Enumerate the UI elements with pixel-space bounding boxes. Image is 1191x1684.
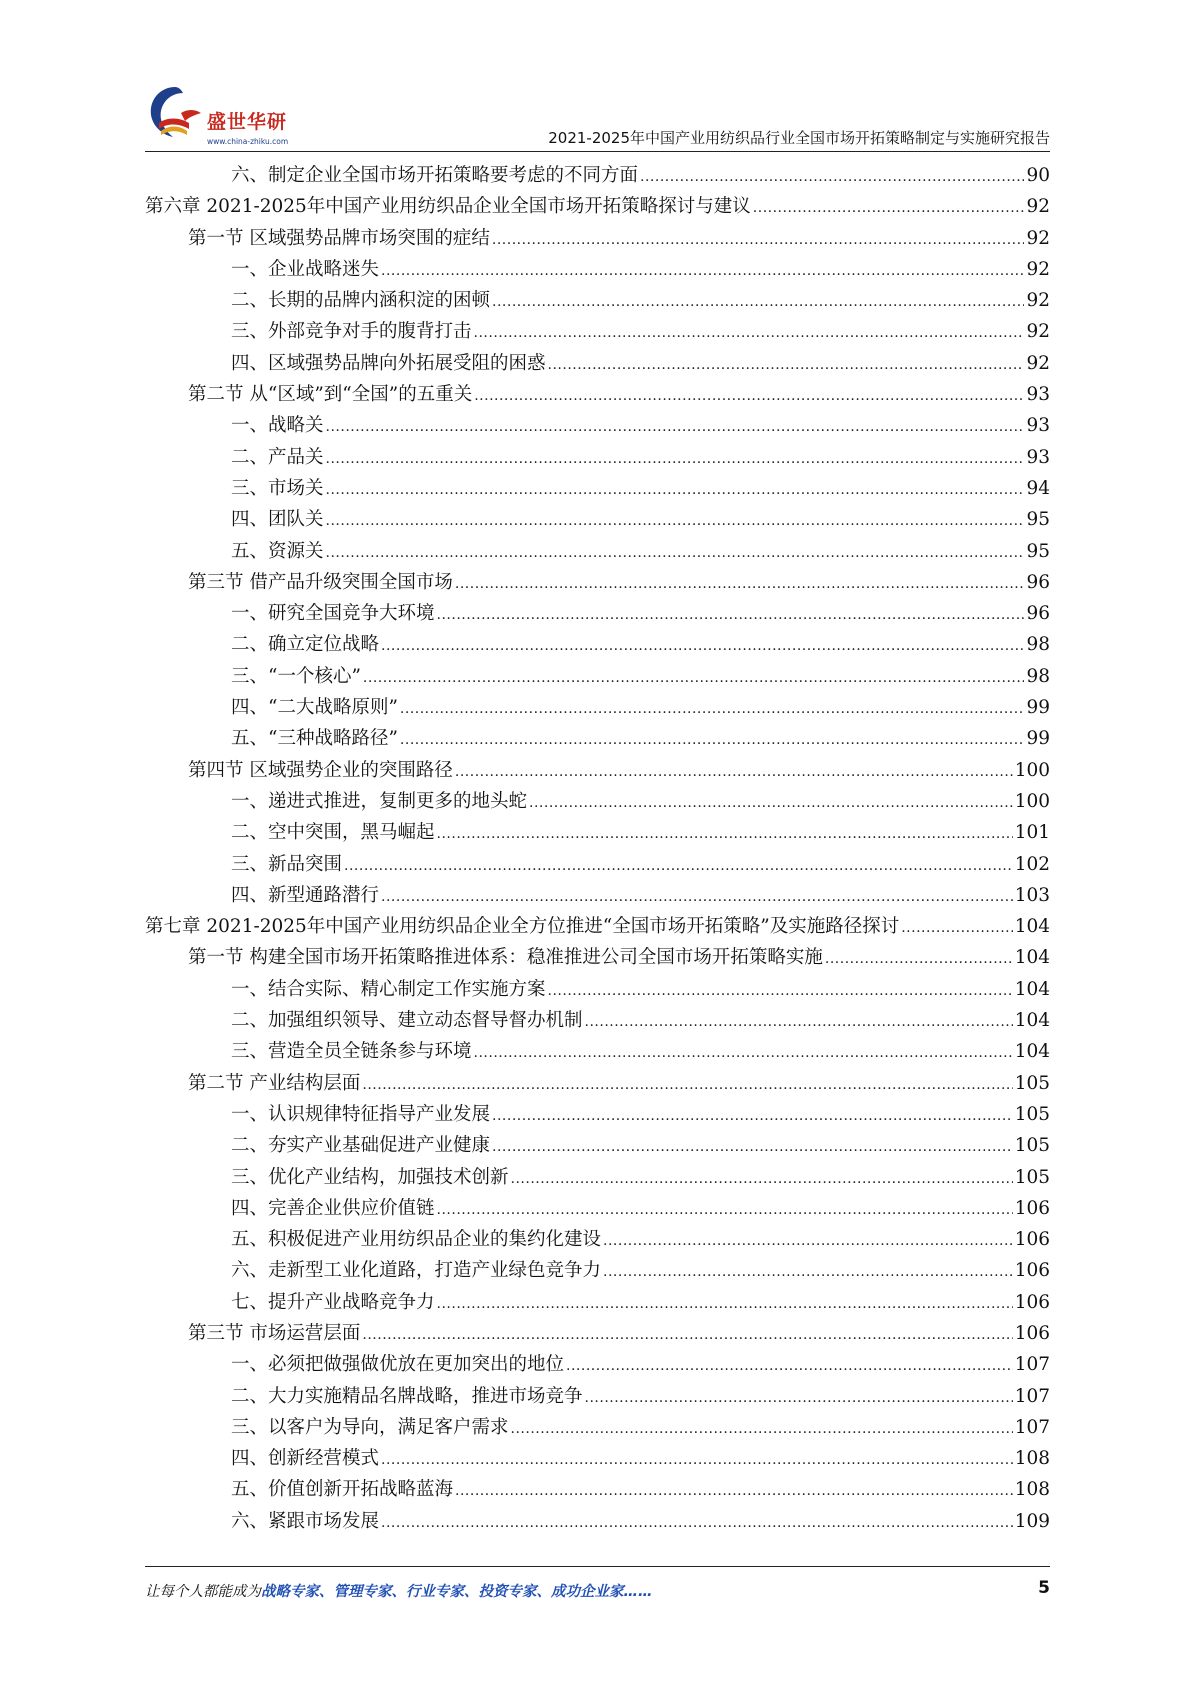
table-of-contents [145,160,1050,1537]
toc-entry-chapter[interactable] [145,191,1050,222]
toc-entry-item[interactable] [145,723,1050,754]
toc-dot-leader [362,1068,1012,1101]
toc-entry-page: 107 [1014,1354,1050,1376]
toc-entry-page: 107 [1014,1385,1050,1407]
toc-dot-leader [381,880,1013,913]
toc-dot-leader [363,661,1025,694]
toc-entry-item[interactable] [145,442,1050,473]
toc-entry-item[interactable] [145,285,1050,316]
toc-entry-item[interactable] [145,849,1050,880]
toc-dot-leader [326,536,1025,569]
toc-entry-title: 第二节 产业结构层面 [188,1072,361,1094]
toc-dot-leader [474,1036,1013,1069]
toc-entry-title: 第四节 区域强势企业的突围路径 [188,759,453,781]
toc-dot-leader [548,348,1025,381]
toc-entry-title: 第一节 构建全国市场开拓策略推进体系：稳准推进公司全国市场开拓策略实施 [188,947,823,969]
toc-entry-page: 93 [1026,384,1050,406]
toc-entry-page: 106 [1014,1229,1050,1251]
toc-entry-title: 一、必须把做强做优放在更加突出的地位 [231,1354,565,1376]
toc-entry-page: 103 [1014,884,1050,906]
toc-entry-item[interactable] [145,504,1050,535]
toc-entry-page: 100 [1014,759,1050,781]
toc-entry-title: 六、走新型工业化道路，打造产业绿色竞争力 [231,1260,602,1282]
toc-dot-leader [825,942,1013,975]
toc-entry-page: 107 [1014,1416,1050,1438]
toc-entry-item[interactable] [145,661,1050,692]
toc-entry-item[interactable] [145,1130,1050,1161]
toc-entry-page: 108 [1014,1479,1050,1501]
toc-entry-title: 一、研究全国竞争大环境 [231,603,435,625]
toc-dot-leader [640,160,1024,193]
toc-entry-item[interactable] [145,536,1050,567]
toc-entry-page: 104 [1014,916,1050,938]
toc-dot-leader [455,1474,1013,1507]
toc-entry-item[interactable] [145,348,1050,379]
toc-entry-section[interactable] [145,942,1050,973]
toc-dot-leader [492,223,1025,256]
toc-entry-item[interactable] [145,817,1050,848]
toc-entry-page: 105 [1014,1072,1050,1094]
toc-entry-page: 109 [1014,1510,1050,1532]
toc-entry-page: 95 [1026,509,1050,531]
toc-entry-page: 96 [1026,571,1050,593]
toc-entry-title: 二、产品关 [231,446,324,468]
toc-entry-item[interactable] [145,629,1050,660]
toc-entry-title: 四、团队关 [231,509,324,531]
toc-entry-title: 四、新型通路潜行 [231,884,380,906]
toc-entry-item[interactable] [145,1255,1050,1286]
toc-entry-title: 七、提升产业战略竞争力 [231,1291,435,1313]
toc-entry-title: 四、区域强势品牌向外拓展受阻的困惑 [231,352,546,374]
toc-dot-leader [455,567,1025,600]
toc-entry-title: 二、空中突围，黑马崛起 [231,822,435,844]
toc-entry-item[interactable] [145,974,1050,1005]
toc-entry-title: 三、营造全员全链条参与环境 [231,1041,472,1063]
footer-divider [145,1566,1050,1567]
toc-dot-leader [474,316,1025,349]
toc-entry-item[interactable] [145,1162,1050,1193]
toc-dot-leader [603,1255,1013,1288]
toc-entry-title: 六、紧跟市场发展 [231,1510,380,1532]
toc-entry-page: 106 [1014,1322,1050,1344]
toc-entry-page: 106 [1014,1260,1050,1282]
toc-entry-section[interactable] [145,755,1050,786]
toc-dot-leader [326,410,1025,443]
page-number: 5 [1038,1578,1050,1598]
toc-entry-page: 106 [1014,1291,1050,1313]
toc-entry-page: 105 [1014,1166,1050,1188]
toc-dot-leader [326,504,1025,537]
toc-dot-leader [344,849,1013,882]
logo-name: 盛世华研 [207,111,288,133]
toc-dot-leader [585,1381,1013,1414]
toc-entry-title: 一、认识规律特征指导产业发展 [231,1103,491,1125]
toc-entry-page: 92 [1026,258,1050,280]
toc-entry-title: 一、战略关 [231,415,324,437]
toc-entry-item[interactable] [145,1412,1050,1443]
toc-dot-leader [548,974,1013,1007]
toc-entry-page: 106 [1014,1197,1050,1219]
toc-entry-item[interactable] [145,1443,1050,1474]
toc-dot-leader [492,285,1024,318]
toc-entry-title: 第一节 区域强势品牌市场突围的症结 [188,227,490,249]
toc-entry-section[interactable] [145,567,1050,598]
toc-entry-page: 96 [1026,603,1050,625]
toc-dot-leader [474,379,1024,412]
toc-dot-leader [400,692,1025,725]
toc-entry-page: 93 [1026,415,1050,437]
toc-entry-page: 105 [1014,1135,1050,1157]
toc-entry-title: 一、企业战略迷失 [231,258,380,280]
slogan-highlight: 战略专家、管理专家、行业专家、投资专家、成功企业家…… [261,1584,653,1600]
toc-entry-title: 三、优化产业结构，加强技术创新 [231,1166,509,1188]
toc-entry-page: 92 [1026,227,1050,249]
toc-entry-item[interactable] [145,1005,1050,1036]
toc-entry-page: 104 [1014,1010,1050,1032]
toc-entry-page: 92 [1026,290,1050,312]
toc-entry-title: 二、加强组织领导、建立动态督导督办机制 [231,1010,583,1032]
header-divider [145,151,1050,152]
toc-entry-page: 105 [1014,1103,1050,1125]
toc-entry-title: 三、以客户为导向，满足客户需求 [231,1416,509,1438]
toc-entry-page: 100 [1014,790,1050,812]
toc-entry-item[interactable] [145,1287,1050,1318]
toc-entry-title: 一、递进式推进，复制更多的地头蛇 [231,790,528,812]
toc-dot-leader [511,1412,1013,1445]
toc-dot-leader [437,598,1025,631]
toc-entry-title: 三、市场关 [231,477,324,499]
toc-entry-page: 98 [1026,634,1050,656]
toc-dot-leader [455,755,1013,788]
toc-entry-title: 四、创新经营模式 [231,1448,380,1470]
toc-entry-page: 98 [1026,665,1050,687]
toc-entry-page: 95 [1026,540,1050,562]
toc-entry-item[interactable] [145,160,1050,191]
toc-entry-item[interactable] [145,880,1050,911]
toc-dot-leader [381,254,1024,287]
toc-entry-title: 五、价值创新开拓战略蓝海 [231,1479,454,1501]
toc-entry-title: 二、夯实产业基础促进产业健康 [231,1135,491,1157]
toc-entry-chapter[interactable] [145,911,1050,942]
toc-entry-item[interactable] [145,316,1050,347]
toc-entry-title: 第七章 2021-2025年中国产业用纺织品企业全方位推进“全国市场开拓策略”及实施路径探讨 [145,916,900,938]
toc-entry-title: 四、“二大战略原则” [231,697,398,719]
toc-entry-title: 五、资源关 [231,540,324,562]
toc-entry-item[interactable] [145,1099,1050,1130]
toc-entry-page: 94 [1026,477,1050,499]
toc-entry-page: 104 [1014,947,1050,969]
toc-entry-item[interactable] [145,786,1050,817]
toc-entry-title: 第三节 借产品升级突围全国市场 [188,571,453,593]
toc-entry-page: 92 [1026,352,1050,374]
toc-dot-leader [437,817,1013,850]
toc-entry-item[interactable] [145,598,1050,629]
toc-dot-leader [381,1443,1013,1476]
toc-dot-leader [437,1287,1013,1320]
toc-entry-title: 三、“一个核心” [231,665,361,687]
toc-entry-item[interactable] [145,1193,1050,1224]
toc-entry-item[interactable] [145,1036,1050,1067]
toc-entry-title: 第六章 2021-2025年中国产业用纺织品企业全国市场开拓策略探讨与建议 [145,196,751,218]
toc-dot-leader [901,911,1012,944]
toc-entry-section[interactable] [145,379,1050,410]
toc-dot-leader [492,1099,1013,1132]
toc-dot-leader [437,1193,1013,1226]
toc-dot-leader [585,1005,1013,1038]
toc-entry-section[interactable] [145,1068,1050,1099]
toc-dot-leader [603,1224,1013,1257]
toc-entry-title: 三、新品突围 [231,853,343,875]
toc-entry-page: 104 [1014,978,1050,1000]
toc-entry-page: 102 [1014,853,1050,875]
toc-dot-leader [326,473,1025,506]
logo-url: www.china-zhiku.com [207,137,289,146]
footer-slogan [145,1580,653,1601]
toc-entry-title: 四、完善企业供应价值链 [231,1197,435,1219]
slogan-prefix: 让每个人都能成为 [145,1584,261,1600]
toc-dot-leader [529,786,1013,819]
toc-entry-section[interactable] [145,223,1050,254]
toc-entry-item[interactable] [145,473,1050,504]
toc-entry-title: 五、“三种战略路径” [231,728,398,750]
toc-entry-item[interactable] [145,692,1050,723]
page-header [145,75,1050,153]
toc-dot-leader [362,1318,1012,1351]
toc-entry-item[interactable] [145,1349,1050,1380]
toc-entry-title: 第三节 市场运营层面 [188,1322,361,1344]
toc-dot-leader [753,191,1025,224]
toc-entry-section[interactable] [145,1318,1050,1349]
toc-dot-leader [511,1162,1013,1195]
toc-entry-title: 二、确立定位战略 [231,634,380,656]
toc-entry-item[interactable] [145,410,1050,441]
toc-entry-title: 第二节 从“区域”到“全国”的五重关 [188,384,473,406]
toc-entry-title: 一、结合实际、精心制定工作实施方案 [231,978,546,1000]
toc-entry-item[interactable] [145,254,1050,285]
report-title: 2021-2025年中国产业用纺织品行业全国市场开拓策略制定与实施研究报告 [548,129,1050,147]
toc-dot-leader [492,1130,1013,1163]
toc-entry-page: 92 [1026,196,1050,218]
toc-entry-item[interactable] [145,1474,1050,1505]
toc-dot-leader [326,442,1025,475]
toc-entry-item[interactable] [145,1224,1050,1255]
toc-entry-title: 二、大力实施精品名牌战略，推进市场竞争 [231,1385,583,1407]
toc-dot-leader [381,629,1024,662]
toc-entry-page: 108 [1014,1448,1050,1470]
toc-entry-page: 99 [1026,728,1050,750]
toc-dot-leader [381,1506,1013,1539]
toc-entry-title: 二、长期的品牌内涵积淀的困顿 [231,290,491,312]
toc-entry-page: 104 [1014,1041,1050,1063]
logo-mark-icon [145,83,207,145]
toc-entry-page: 99 [1026,697,1050,719]
toc-entry-item[interactable] [145,1381,1050,1412]
company-logo [145,83,315,145]
toc-entry-title: 五、积极促进产业用纺织品企业的集约化建设 [231,1229,602,1251]
toc-entry-item[interactable] [145,1506,1050,1537]
toc-entry-title: 六、制定企业全国市场开拓策略要考虑的不同方面 [231,165,639,186]
toc-entry-page: 92 [1026,321,1050,343]
toc-entry-title: 三、外部竞争对手的腹背打击 [231,321,472,343]
toc-entry-page: 101 [1014,822,1050,844]
toc-entry-page: 90 [1026,165,1050,186]
toc-dot-leader [400,723,1025,756]
toc-dot-leader [566,1349,1013,1382]
toc-entry-page: 93 [1026,446,1050,468]
